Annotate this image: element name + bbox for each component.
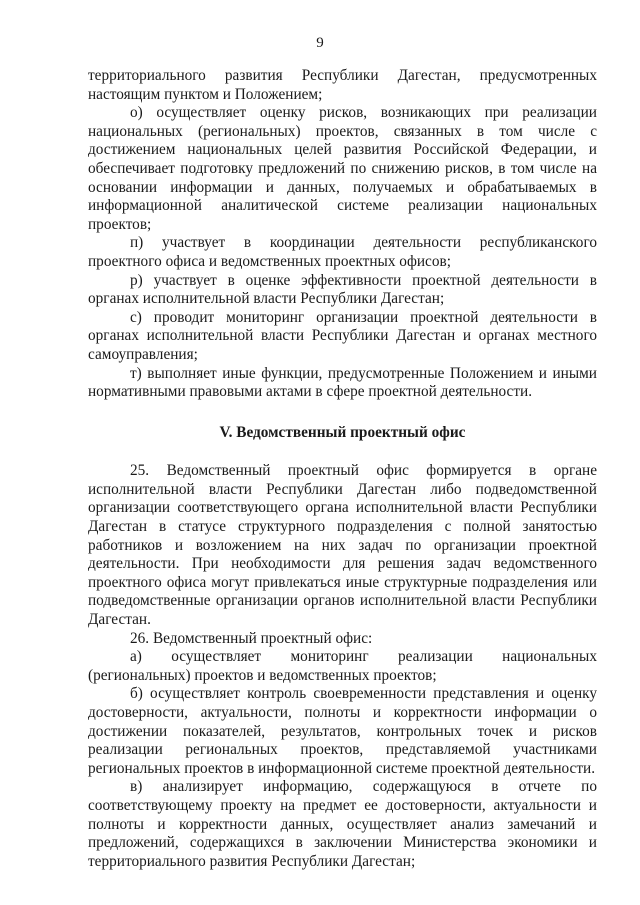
paragraph-item-b: б) осуществляет контроль своевременности представления и оценку достоверности, актуальности, полноты и корректности информации о достижении показателей, результатов, контрольных точек и рисков реализации региональных проектов, представляемой участниками региональных проектов в информационной системе проектной деятельности. xyxy=(88,685,597,777)
document-body xyxy=(88,67,597,871)
paragraph-item-t: т) выполняет иные функции, предусмотренные Положением и иными нормативными правовыми актами в сфере проектной деятельности. xyxy=(88,364,597,401)
paragraph-item-v: в) анализирует информацию, содержащуюся в отчете по соответствующему проекту на предмет ее достоверности, актуальности и полноты и корректности данных, осуществляет анализ замечаний и предложений, содержащихся в заключении Министерства экономики и территориального развития Республики Дагестан; xyxy=(88,778,597,870)
paragraph-continuation: территориального развития Республики Дагестан, предусмотренных настоящим пунктом и Положением; xyxy=(88,67,597,103)
paragraph-item-a: а) осуществляет мониторинг реализации национальных (региональных) проектов и ведомственных проектов; xyxy=(88,648,597,684)
section-heading: V. Ведомственный проектный офис xyxy=(219,423,466,441)
page-number: 9 xyxy=(316,35,324,51)
paragraph-clause-25: 25. Ведомственный проектный офис формируется в органе исполнительной власти Республики Дагестан либо подведомственной организации соответствующего органа исполнительной власти Республики Дагестан в статусе структурного подразделения с полной занятостью работников и возложением на них задач по организации проектной деятельности. При необходимости для решения задач ведомственного проектного офиса могут привлекаться иные структурные подразделения или подведомственные организации органов исполнительной власти Республики Дагестан. xyxy=(88,462,597,629)
paragraph-item-r: р) участвует в оценке эффективности проектной деятельности в органах исполнительной власти Республики Дагестан; xyxy=(88,271,597,308)
paragraph-item-s: с) проводит мониторинг организации проектной деятельности в органах исполнительной власти Республики Дагестан и органах местного самоуправления; xyxy=(88,308,597,363)
paragraph-clause-26: 26. Ведомственный проектный офис: xyxy=(130,629,373,647)
paragraph-item-p: п) участвует в координации деятельности республиканского проектного офиса и ведомственных проектных офисов; xyxy=(88,234,597,270)
paragraph-item-o: о) осуществляет оценку рисков, возникающих при реализации национальных (региональных) проектов, связанных в том числе с достижением национальных целей развития Российской Федерации, и обеспечивает подготовку предложений по снижению рисков, в том числе на основании информации и данных, получаемых и обрабатываемых в информационной аналитической системе реализации национальных проектов; xyxy=(88,104,597,233)
